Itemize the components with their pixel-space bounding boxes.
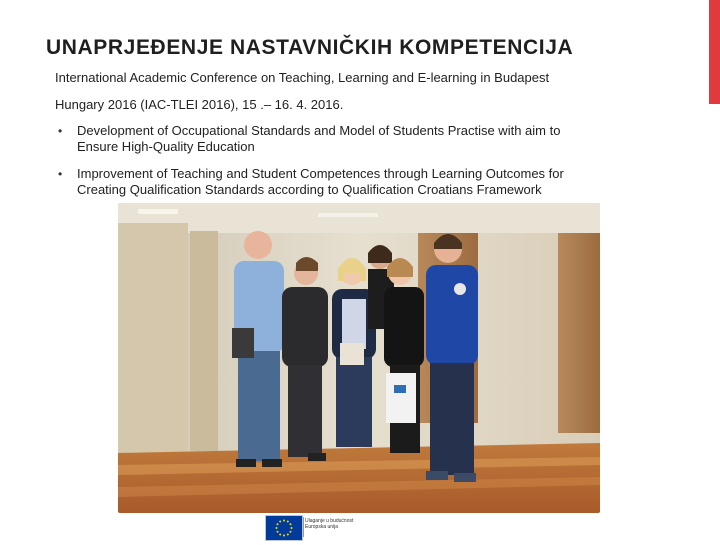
eu-caption-line: Ulaganje u budućnost (305, 518, 354, 524)
eu-flag-icon (265, 515, 303, 541)
bullet-marker: • (58, 167, 63, 181)
group-photo (118, 203, 600, 513)
intro-line-2: Hungary 2016 (IAC-TLEI 2016), 15 .– 16. 4. 2016. (55, 97, 344, 112)
eu-caption-line: Europska unija (305, 524, 339, 530)
bullet-marker: • (58, 124, 63, 138)
intro-line-1: International Academic Conference on Teaching, Learning and E-learning in Budapest (55, 70, 550, 85)
bullet-line: Improvement of Teaching and Student Competences through Learning Outcomes for (77, 166, 564, 181)
eu-caption (305, 518, 353, 530)
footer-divider (303, 517, 304, 537)
bullet-line: Ensure High-Quality Education (77, 138, 255, 154)
slide-title: UNAPRJEĐENJE NASTAVNIČKIH KOMPETENCIJA (46, 36, 574, 59)
bullet-line: Creating Qualification Standards according to Qualification Croatians Framework (77, 181, 542, 197)
accent-bar (709, 0, 720, 104)
bullet-line: Development of Occupational Standards and Model of Students Practise with aim to (77, 123, 561, 138)
bullet-text (77, 166, 617, 197)
bullet-text (77, 123, 617, 154)
